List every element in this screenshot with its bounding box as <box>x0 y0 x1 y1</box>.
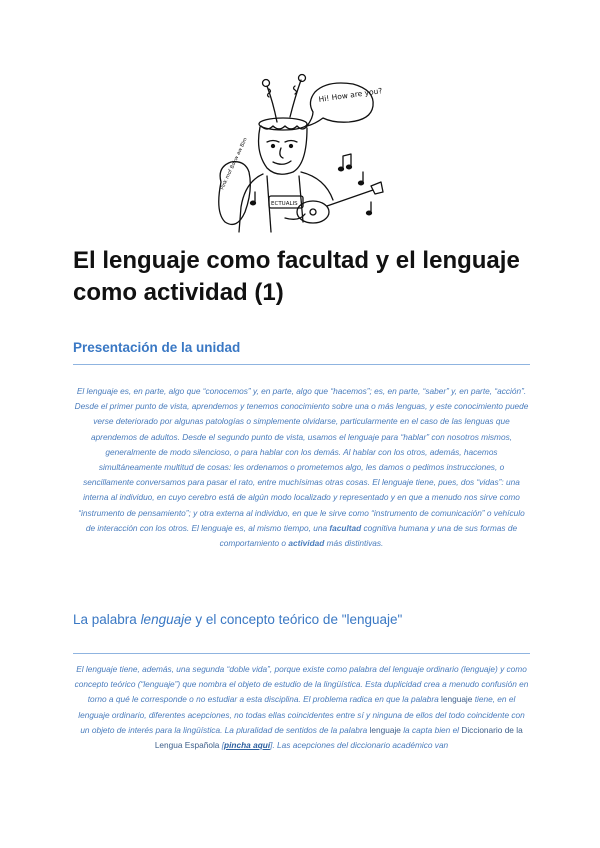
paragraph-text: cognitiva humana y una de sus formas de comportamiento o <box>219 522 518 549</box>
section-divider <box>73 653 530 654</box>
body-paragraph <box>73 662 530 753</box>
paragraph-text: tiene, en el lenguaje ordinario, diferentes acepciones, no todas ellas coincidentes entre sí y ninguna de ellos del todo coincidente con un objeto de interés para la lingüística. La pluralidad de sentidos de la palabra <box>78 694 525 735</box>
intro-paragraph <box>73 384 530 551</box>
dictionary-name: Diccionario de la Lengua Española <box>154 724 523 751</box>
emphasis-actividad: actividad <box>288 538 325 549</box>
paragraph-text: ]. Las acepciones del diccionario académico van <box>270 740 449 751</box>
heading-text: y el concepto teórico de "lenguaje" <box>191 612 403 627</box>
pincha-aqui-link[interactable]: pincha aquí <box>224 740 271 751</box>
paragraph-text: [ <box>219 740 225 751</box>
section-heading-presentacion: Presentación de la unidad <box>73 340 241 355</box>
section-heading-palabra-lenguaje <box>73 612 543 627</box>
shirt-text: ECTUALIS <box>271 201 298 207</box>
term-lenguaje: lenguaje <box>369 724 401 735</box>
emphasis-facultad: facultad <box>329 522 362 533</box>
paragraph-text: El lenguaje tiene, además, una segunda “doble vida”, porque existe como palabra del lenguaje ordinario (lenguaje) y como concepto teórico (“lenguaje”) que nombra el objeto de estudio de la lingüística. Esta duplicidad crea a menudo confusión en torno a qué le corresponde o no estudiar a esta disciplina. El problema radica en que la palabra <box>74 664 529 705</box>
term-lenguaje: lenguaje <box>441 694 473 705</box>
paragraph-text: la capta bien el <box>400 724 462 735</box>
heading-text: La palabra <box>73 612 141 627</box>
section-divider <box>73 364 530 365</box>
document-title: El lenguaje como facultad y el lenguaje como actividad (1) <box>73 247 520 306</box>
heading-italic-text: lenguaje <box>140 612 192 627</box>
side-bubble-text: Pink mof Bokw aw Bim <box>219 136 249 191</box>
paragraph-text: más distintivas. <box>324 538 384 549</box>
paragraph-text: El lenguaje es, en parte, algo que “conocemos” y, en parte, algo que “hacemos”; es, en parte, “saber” y, en parte, “acción”. Desde el primer punto de vista, aprendemos y tenemos conocimiento sobre una o más lenguas, y este conocimiento puede verse deteriorado por algunas patologías o simplemente olvidarse, particularmente en el caso de las lenguas que aprendemos de adultos. Desde el segundo punto de vista, usamos el lenguaje para “hablar” con nosotros mismos, generalmente de modo silencioso, o para hablar con los demás. Al hablar con los otros, además, hacemos simultáneamente multitud de cosas: les ordenamos o prometemos algo, les damos o pedimos instrucciones, o sencillamente conversamos para pasar el rato, entre muchísimas otras cosas. El lenguaje tiene, pues, dos “vidas”: una interna al individuo, en cuyo cerebro está de algún modo localizado y representado y en que a menudo nos sirve como “instrumento de pensamiento”; y otra externa al individuo, en que le sirve como “instrumento de comunicación” o vehículo de interacción con los otros. El lenguaje es, al mismo tiempo, una <box>74 386 529 533</box>
speech-bubble-text: Hi! How are you? <box>318 86 383 104</box>
cartoon-illustration <box>215 72 390 237</box>
